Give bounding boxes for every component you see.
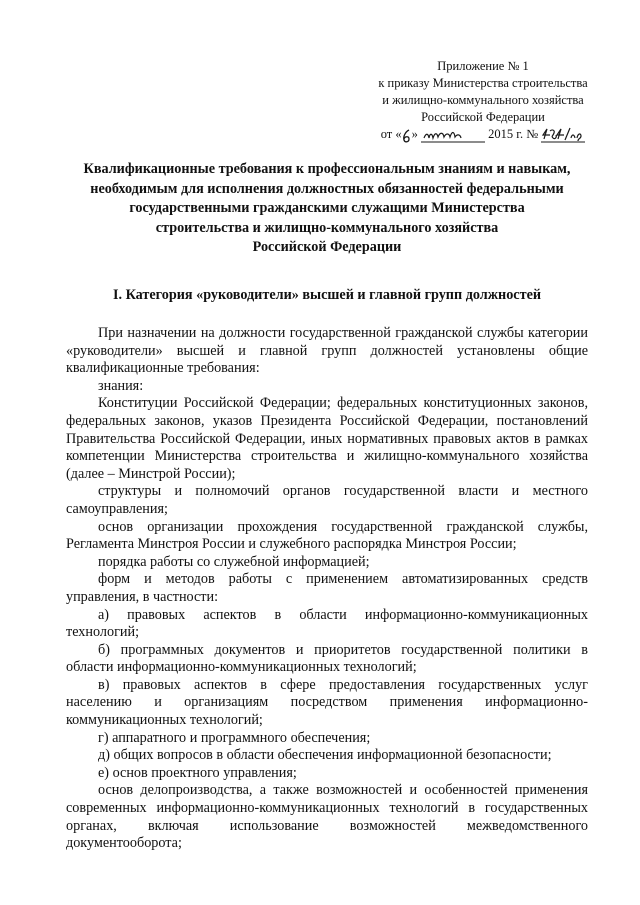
appendix-line: и жилищно-коммунального хозяйства [382, 93, 584, 107]
order-prefix: от « [380, 127, 402, 141]
handwritten-day-icon [402, 128, 412, 149]
appendix-line: Российской Федерации [421, 110, 545, 124]
body-paragraph: основ организации прохождения государственной гражданской службы, Регламента Минстроя России и служебного распорядка Минстроя России; [66, 518, 588, 553]
body-paragraph: знания: [98, 377, 144, 394]
order-year: 2015 г. № [488, 127, 539, 141]
body-paragraph: г) аппаратного и программного обеспечения; [98, 729, 371, 746]
body-paragraph: д) общих вопросов в области обеспечения информационной безопасности; [98, 747, 552, 764]
body-paragraph: б) программных документов и приоритетов государственной политики в области информационно-коммуникационных технологий; [66, 641, 588, 676]
title-line: Российской Федерации [252, 239, 402, 255]
order-quote-close: » [411, 127, 418, 141]
body-paragraph: основ делопроизводства, а также возможностей и особенностей применения современных информационно-коммуникационных технологий в государственных органах, включая использование возможностей межведомственного документооборота; [66, 782, 588, 852]
title-line: государственными гражданскими служащими Министерства [129, 200, 525, 216]
handwritten-number-icon [541, 126, 585, 149]
handwritten-month-icon [421, 128, 485, 149]
title-line: строительства и жилищно-коммунального хозяйства [155, 219, 499, 236]
order-date-line [360, 126, 606, 149]
body-paragraph: е) основ проектного управления; [98, 764, 297, 781]
document-body [66, 325, 588, 853]
title-line: необходимым для исполнения должностных обязанностей федеральными [90, 180, 564, 197]
appendix-header [360, 58, 606, 149]
title-line: Квалификационные требования к профессиональным знаниям и навыкам, [83, 161, 571, 177]
body-paragraph: а) правовых аспектов в области информационно-коммуникационных технологий; [66, 606, 588, 641]
body-paragraph: структуры и полномочий органов государственной власти и местного самоуправления; [66, 483, 588, 517]
appendix-line: к приказу Министерства строительства [378, 76, 588, 90]
document-title [62, 160, 592, 258]
body-paragraph: в) правовых аспектов в сфере предоставления государственных услуг населению и организациям посредством применения информационно-коммуникационных технологий; [66, 676, 588, 729]
body-paragraph: порядка работы со служебной информацией; [98, 553, 370, 570]
section-heading: I. Категория «руководители» высшей и главной групп должностей [112, 287, 542, 303]
body-paragraph: форм и методов работы с применением автоматизированных средств управления, в частности: [66, 571, 588, 605]
appendix-line: Приложение № 1 [437, 59, 529, 73]
body-paragraph: При назначении на должности государственной гражданской службы категории «руководители» высшей и главной групп должностей установлены общие квалификационные требования: [66, 325, 588, 377]
body-paragraph: Конституции Российской Федерации; федеральных конституционных законов, федеральных законов, указов Президента Российской Федерации, постановлений Правительства Российской Федерации, иных нормативных правовых актов в рамках компетенции Министерства строительства и жилищно-коммунального хозяйства (далее – Минстрой России); [66, 395, 588, 482]
